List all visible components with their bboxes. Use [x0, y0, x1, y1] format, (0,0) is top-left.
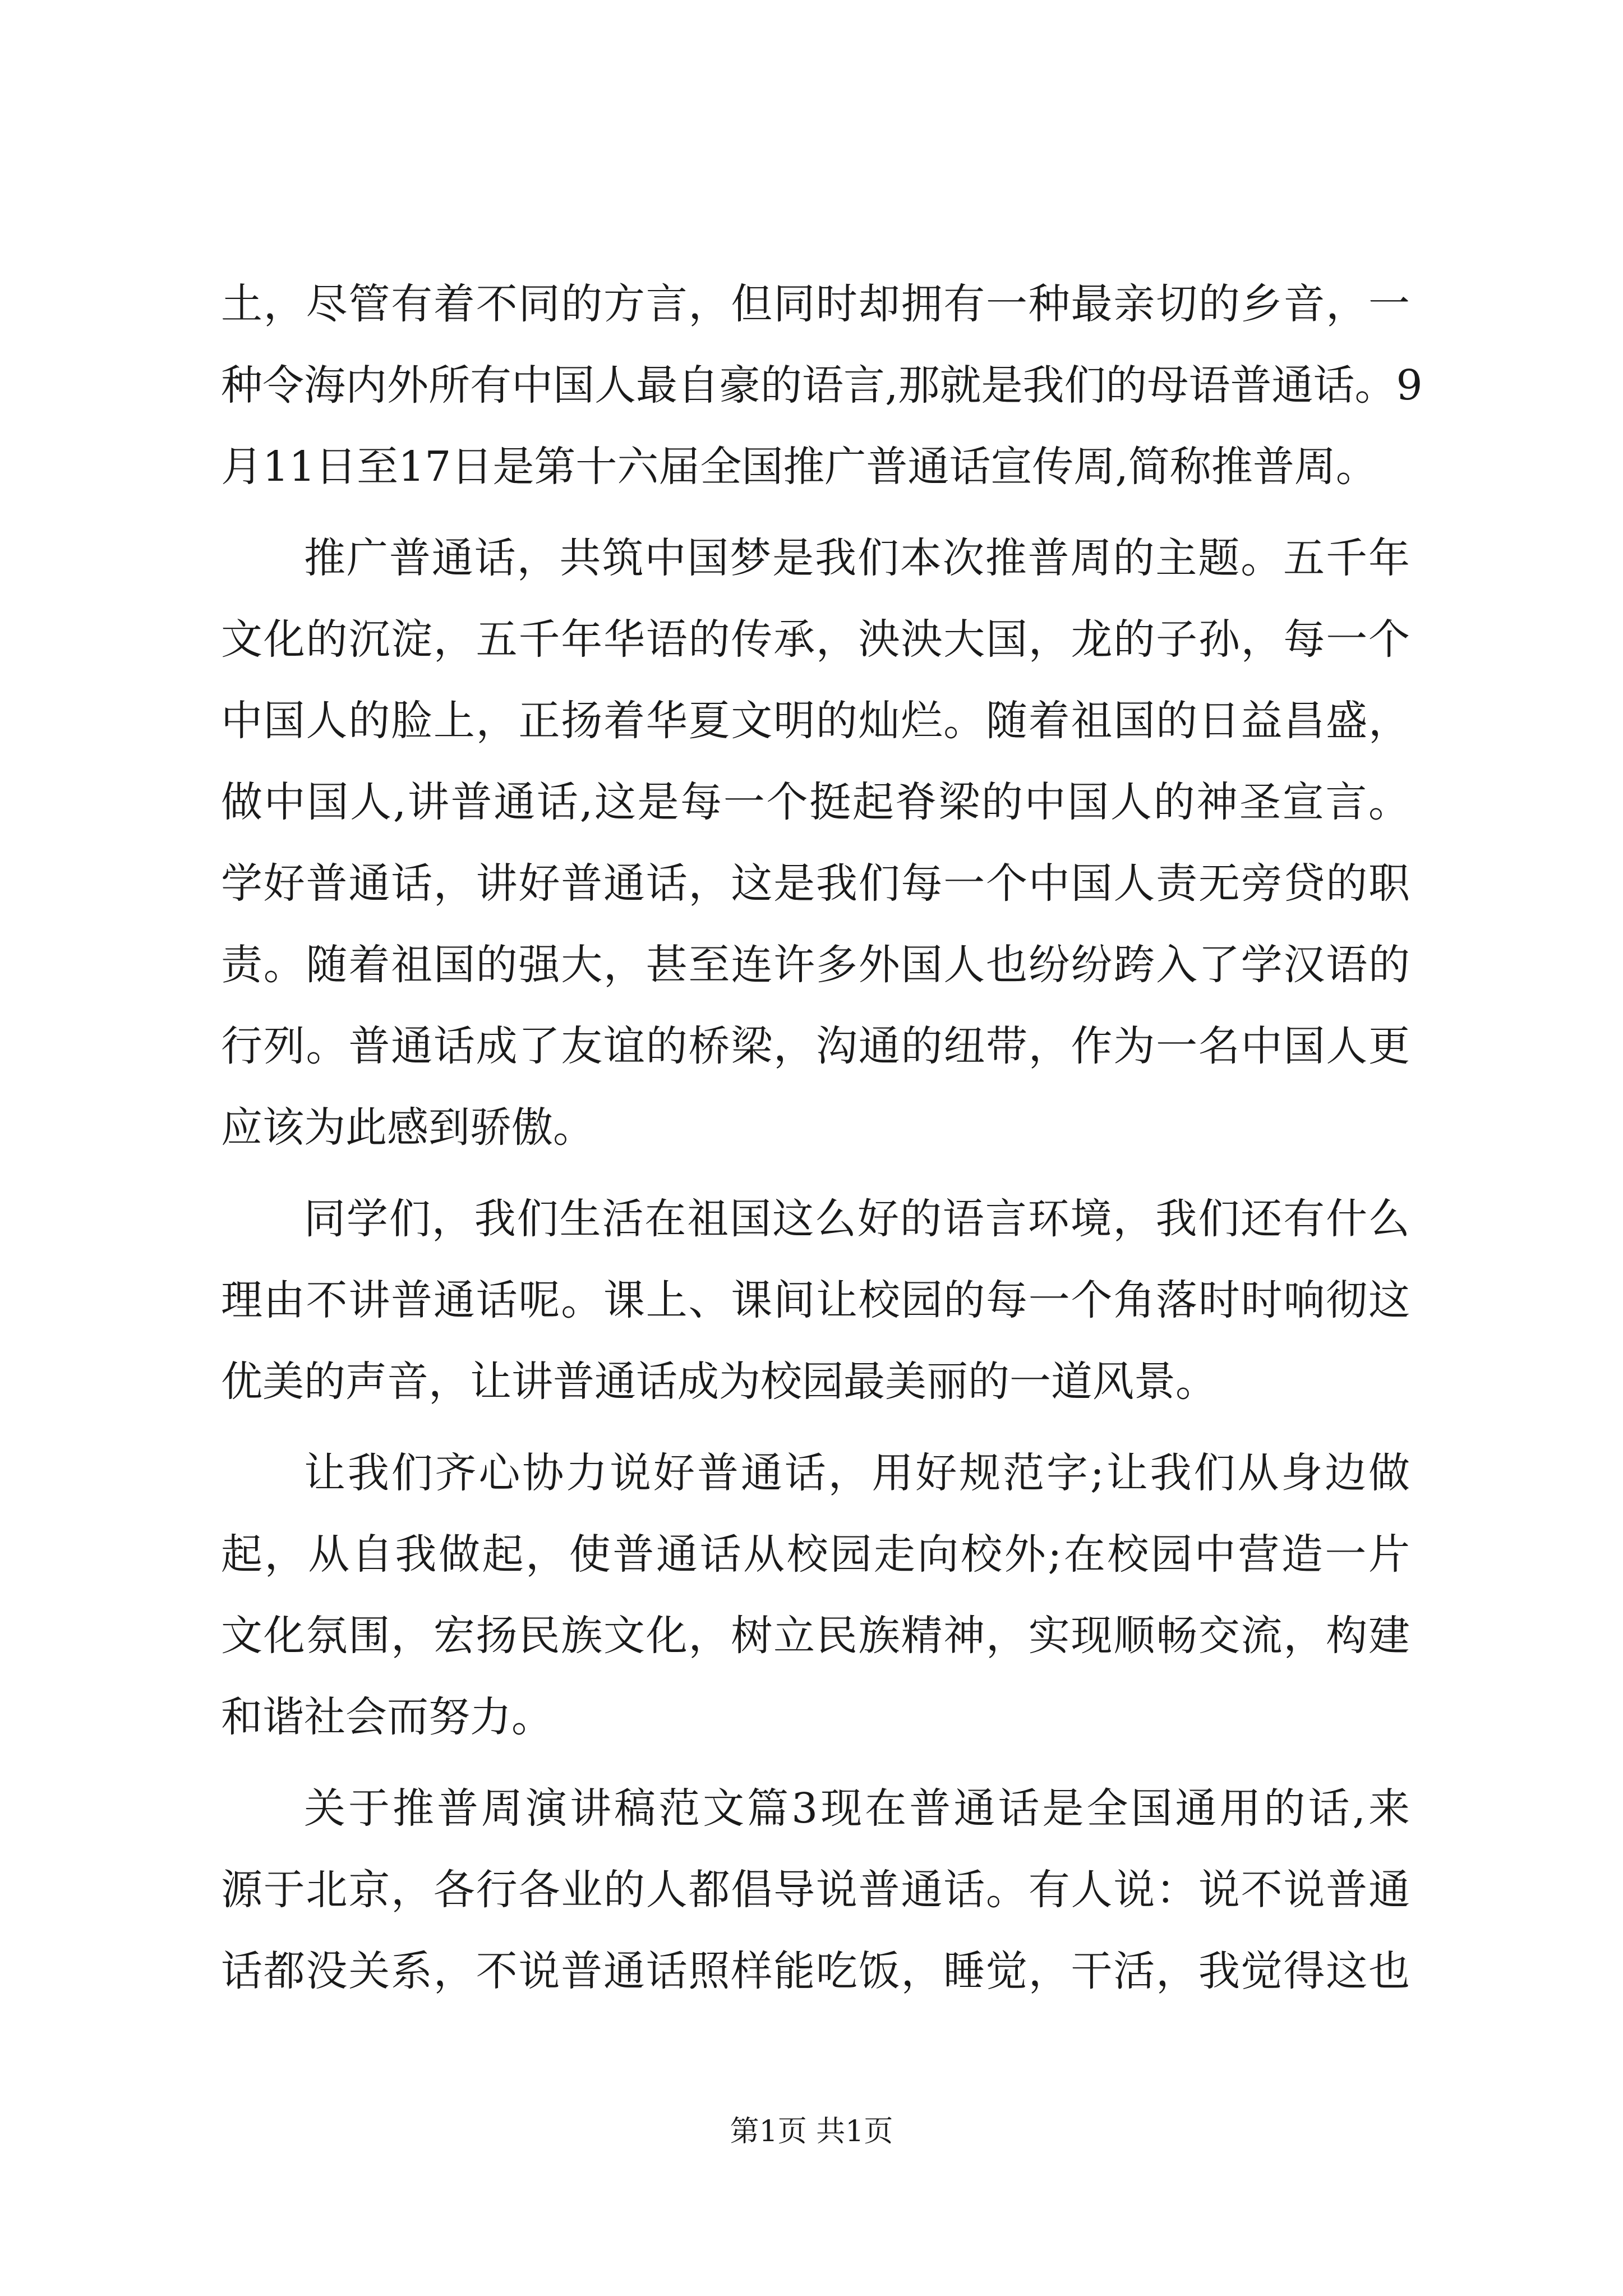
page-footer	[0, 2112, 1623, 2151]
text-line: 做中国人,讲普通话,这是每一个挺起脊梁的中国人的神圣宣言。	[221, 778, 1410, 826]
text-line: 土，尽管有着不同的方言，但同时却拥有一种最亲切的乡音，一	[221, 280, 1410, 328]
document-body	[221, 264, 1423, 2012]
text-line: 中国人的脸上，正扬着华夏文明的灿烂。随着祖国的日益昌盛，	[221, 697, 1410, 745]
text-line: 优美的声音，让讲普通话成为校园最美丽的一道风景。	[221, 1358, 1217, 1406]
text-line: 推广普通话，共筑中国梦是我们本次推普周的主题。五千年	[304, 534, 1410, 582]
text-line: 让我们齐心协力说好普通话，用好规范字;让我们从身边做	[304, 1449, 1410, 1497]
text-line: 学好普通话，讲好普通话，这是我们每一个中国人责无旁贷的职	[221, 859, 1410, 908]
text-line: 关于推普周演讲稿范文篇3现在普通话是全国通用的话,来	[304, 1784, 1410, 1833]
text-line: 同学们，我们生活在祖国这么好的语言环境，我们还有什么	[304, 1195, 1410, 1243]
text-line: 文化的沉淀，五千年华语的传承，泱泱大国，龙的子孙，每一个	[221, 615, 1410, 664]
text-line: 种令海内外所有中国人最自豪的语言,那就是我们的母语普通话。9	[221, 361, 1423, 409]
text-line: 责。随着祖国的强大，甚至连许多外国人也纷纷跨入了学汉语的	[221, 941, 1410, 989]
text-line: 文化氛围，宏扬民族文化，树立民族精神，实现顺畅交流，构建	[221, 1612, 1410, 1660]
text-line: 话都没关系，不说普通话照样能吃饭，睡觉，干活，我觉得这也	[221, 1947, 1410, 1995]
text-line: 源于北京，各行各业的人都倡导说普通话。有人说：说不说普通	[221, 1866, 1410, 1914]
text-line: 和谐社会而努力。	[221, 1693, 553, 1741]
text-line: 起，从自我做起，使普通话从校园走向校外;在校园中营造一片	[221, 1530, 1410, 1579]
text-line: 行列。普通话成了友谊的桥梁，沟通的纽带，作为一名中国人更	[221, 1022, 1410, 1070]
page-number-label: 第1页 共1页	[730, 2115, 893, 2148]
text-line: 理由不讲普通话呢。课上、课间让校园的每一个角落时时响彻这	[221, 1276, 1410, 1324]
text-line: 月11日至17日是第十六届全国推广普通话宣传周,简称推普周。	[221, 443, 1377, 491]
text-line: 应该为此感到骄傲。	[221, 1103, 594, 1152]
